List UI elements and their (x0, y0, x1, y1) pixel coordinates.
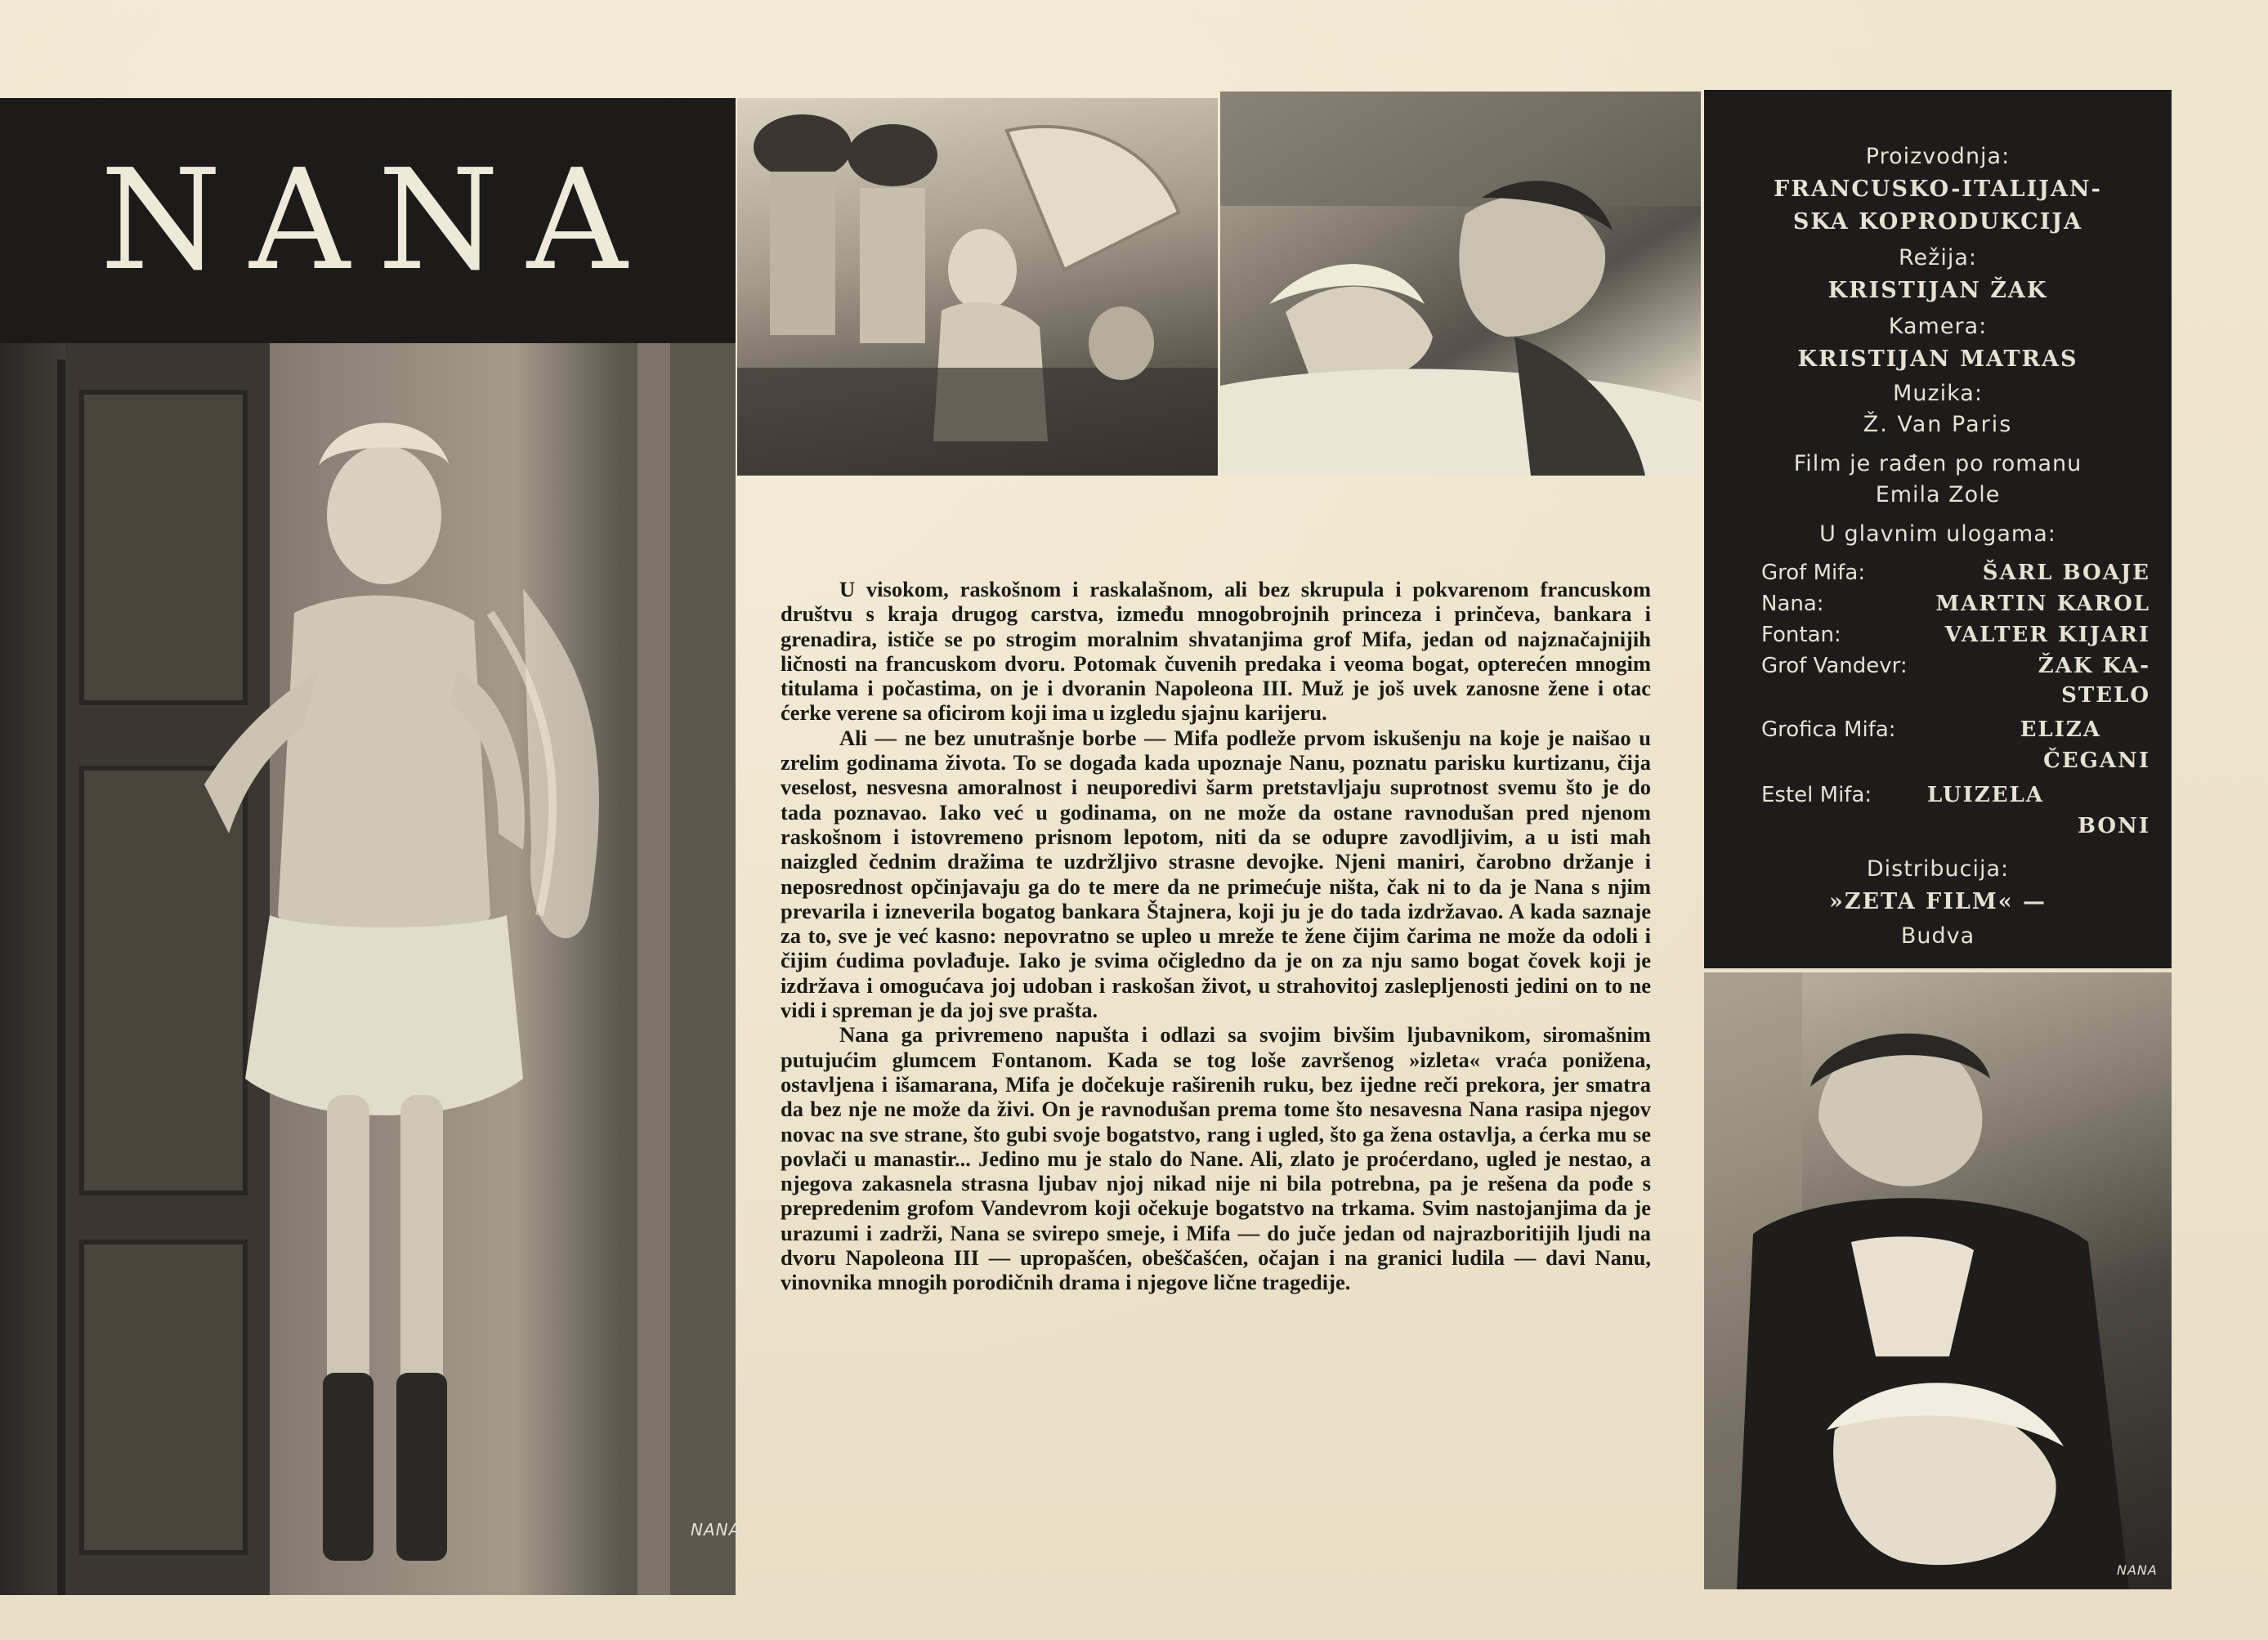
music-label: Muzika: (1893, 381, 1983, 406)
cast-role: Grof Mifa: (1761, 561, 1866, 585)
cast-actor: VALTER KIJARI (1944, 623, 2150, 647)
main-photo-signature: NANA (691, 1520, 741, 1539)
main-photo-art (0, 343, 736, 1595)
cast-actor: LUIZELA (1927, 783, 2044, 807)
production-value-1: FRANCUSKO-ITALIJAN- (1774, 177, 2102, 202)
distribution-city: Budva (1900, 923, 1975, 949)
article-paragraph: Nana ga privremeno napušta i odlazi sa svojim bivšim ljubavnikom, siromašnim putujućim glumcem Fontanom. Kada se tog loše završenog »izleta« vraća ponižena, ostavljena i išamarana, Mifa je dočekuje raširenih ruku, bez ijedne reči prekora, jer smatra da bez nje ne može da živi. On je ravnodušan prema tome što nesavesna Nana rasipa njegov novac na sve strane, što gubi svoje bogatstvo, rang i ugled, što ga žena ostavlja, a ćerka mu se povlači u manastir... Jedino mu je stalo do Nane. Ali, zlato je proćerdano, ugled je nestao, a njegova zakasnela strasna ljubav njoj nikad nije ni bila potrebna, pa je rešena da pođe s prepredenim grofom Vandevrom koji očekuje bogatstvo na trkama. Svim nastojanjima da je urazumi i zadrži, Nana se svirepo smeje, i Mifa — do juče jedan od najrazboritijih ljudi na dvoru Napoleona III — upropašćen, obeščašćen, očajan i na granici ludila — davi Nanu, vinovnika mnogih porodičnih drama i njegove lične tragedije. (781, 1022, 1651, 1295)
top-photo-lovers (1220, 92, 1701, 476)
cast-role: Estel Mifa: (1761, 783, 1872, 807)
novel-line-1: Film je rađen po romanu (1793, 451, 2082, 476)
cast-role: Fontan: (1761, 623, 1841, 647)
director-label: Režija: (1899, 245, 1977, 270)
bottom-right-photo (1704, 972, 2172, 1589)
music-value: Ž. Van Paris (1863, 412, 2013, 437)
main-photo (0, 343, 741, 1595)
article-paragraph: U visokom, raskošnom i raskalašnom, ali bez skrupula i pokvarenom francuskom društvu s kraja drugog carstva, između mnogobrojnih princeza i prinčeva, bankara i grenadira, ističe se po strogim moralnim shvatanjima grof Mifa, jedan od najznačajnijih ličnosti na francuskom dvoru. Potomak čuvenih predaka i veoma bogat, opterećen mnogim titulama i počastima, on je i dvoranin Napoleona III. Muž je još uvek zanosne žene i otac ćerke verene sa oficirom koji ima u izgledu sjajnu karijeru. (781, 577, 1651, 726)
cast-actor: ELIZA (2020, 717, 2101, 742)
credits-panel (1704, 90, 2172, 968)
cast-role: Grofica Mifa: (1761, 717, 1896, 742)
cast-label: U glavnim ulogama: (1819, 521, 2056, 547)
cast-actor: ČEGANI (2043, 749, 2150, 773)
top-photo-lovers-art (1220, 92, 1701, 476)
article-paragraph: Ali — ne bez unutrašnje borbe — Mifa podleže prvom iskušenju na koje je naišao u zrelim godinama života. To se događa kada upoznaje Nanu, poznatu parisku kurtizanu, čija veselost, nesvesna amoralnost i neuporedivi šarm pretstavljaju suprotnost svemu što je do tada poznavao. Iako već u godinama, on ne može da ostane ravnodušan pred njenom raskošnom i istovremeno prisnom lepotom, niti da se odupre zavodljivim, a u isti mah naizgled čednim dražima te uzdržljivo strasne devojke. Njeni maniri, čarobno držanje i neposrednost opčinjavaju ga do te mere da ne primećuje ništa, čak ni to da je Nana s njim prevarila i izneverila bogatog bankara Štajnera, koji ju je do tada izdržavao. A kada saznaje za to, sve je već kasno: nepovratno se upleo u mreže te žene čijim čarima ne može da odoli i čijim ćudima povlađuje. Iako je svima očigledno da je on za nju samo bogat čovek koji je izdržava i omogućava joj udoban i raskošan život, u strahovitoj zaslepljenosti jedini on to ne vidi i spreman je da joj sve prašta. (781, 725, 1651, 1023)
novel-line-2: Emila Zole (1875, 482, 2001, 507)
cast-actor: ŽAK KA- (2038, 654, 2150, 678)
title-block (0, 98, 736, 343)
camera-label: Kamera: (1888, 314, 1988, 339)
cast-role: Nana: (1761, 592, 1824, 616)
bottom-right-photo-signature: NANA (2117, 1562, 2158, 1578)
page-title: NANA (100, 140, 655, 302)
distribution-label: Distribucija: (1866, 856, 2010, 882)
cast-actor: ŠARL BOAJE (1982, 561, 2150, 585)
director-value: KRISTIJAN ŽAK (1827, 278, 2048, 303)
cast-actor: BONI (2077, 814, 2150, 838)
top-photo-crowd (737, 98, 1218, 476)
bottom-right-photo-art (1704, 972, 2172, 1589)
article-body (781, 577, 1651, 1295)
cast-actor: MARTIN KAROL (1935, 592, 2150, 616)
top-photo-crowd-art (737, 98, 1218, 476)
production-value-2: SKA KOPRODUKCIJA (1792, 209, 2083, 235)
distribution-value: »ZETA FILM« — (1828, 889, 2047, 914)
cast-role: Grof Vandevr: (1761, 654, 1908, 678)
camera-value: KRISTIJAN MATRAS (1797, 346, 2078, 372)
cast-actor: STELO (2061, 683, 2150, 708)
production-label: Proizvodnja: (1865, 144, 2011, 169)
